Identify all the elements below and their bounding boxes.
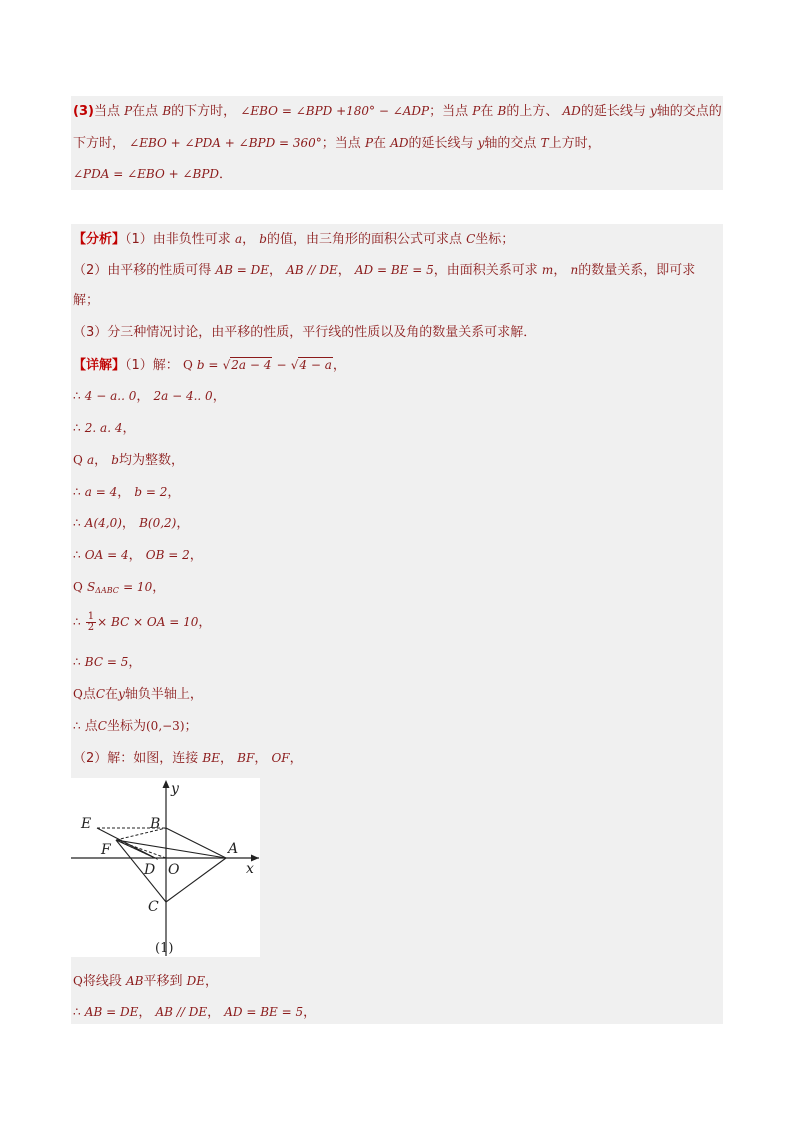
detail-line: Q点C在y轴负半轴上，: [73, 687, 203, 702]
geometry-figure: [71, 778, 260, 957]
analysis-line: （3）分三种情况讨论，由平移的性质，平行线的性质以及角的数量关系可求解．: [73, 325, 537, 340]
detail-line: ∴ a = 4， b = 2，: [73, 485, 181, 500]
label-E: E: [81, 816, 92, 832]
detail-line: ∴ $\frac{1}{2}$ × BC × OA = 10，: [73, 611, 212, 633]
detail-line: ∴ OA = 4， OB = 2，: [73, 548, 203, 563]
label-x: x: [246, 861, 254, 877]
equation: ∠EBO + ∠PDA + ∠BPD = 360°: [129, 136, 322, 150]
detail-line: ∴ 点C坐标为(0,−3)；: [73, 719, 198, 734]
detail-line: 【详解】（1）解： Q b = √2a − 4 − √4 − a，: [73, 358, 346, 373]
label-y: y: [171, 781, 179, 797]
detail-line: Q将线段 AB平移到 DE，: [73, 974, 219, 989]
text-line: (3)当点 P在点 B的下方时， ∠EBO = ∠BPD +180° − ∠ADP；当点 P在 B的上方、 AD的延长线与 y轴的交点的: [73, 104, 722, 119]
detail-line: ∴ 4 − a.. 0， 2a − 4.. 0，: [73, 389, 226, 404]
label-O: O: [168, 862, 180, 878]
label-F: F: [101, 842, 111, 858]
analysis-tag: 【分析】: [73, 232, 126, 247]
label-B: B: [150, 816, 161, 832]
label-D: D: [144, 862, 156, 878]
y-axis-arrow: [163, 780, 170, 788]
figure-caption: (1): [155, 941, 174, 956]
fraction: $\frac{1}{2}$: [87, 611, 95, 633]
equation: ∠EBO = ∠BPD +180° − ∠ADP: [240, 104, 430, 118]
label-C: C: [148, 899, 159, 915]
label-A: A: [228, 841, 239, 857]
detail-line: （2）解：如图，连接 BE， BF， OF，: [73, 751, 303, 766]
detail-line: Q $S_{\Delta ABC} = 10$，: [73, 580, 166, 595]
equation: ∠PDA = ∠EBO + ∠BPD: [73, 167, 220, 181]
part-number: (3): [73, 104, 94, 119]
analysis-line: 解；: [73, 293, 100, 308]
analysis-line: 【分析】（1）由非负性可求 a， b的值，由三角形的面积公式可求点 C坐标；: [73, 232, 515, 247]
detail-tag: 【详解】: [73, 358, 126, 373]
detail-line: Q a， b均为整数，: [73, 453, 184, 468]
text-line: ∠PDA = ∠EBO + ∠BPD．: [73, 167, 233, 182]
detail-line: ∴ BC = 5，: [73, 655, 142, 670]
figure-svg: [71, 778, 260, 957]
segment-FA: [116, 840, 226, 858]
detail-line: ∴ A(4,0)， B(0,2)，: [73, 516, 190, 531]
analysis-line: （2）由平移的性质可得 AB = DE， AB // DE， AD = BE = 5，由面积关系可求 m， n的数量关系，即可求: [73, 263, 696, 278]
text-line: 下方时， ∠EBO + ∠PDA + ∠BPD = 360°；当点 P在 AD的延长线与 y轴的交点 T上方时，: [73, 136, 601, 151]
detail-line: ∴ 2. a. 4，: [73, 421, 136, 436]
detail-line: ∴ AB = DE， AB // DE， AD = BE = 5，: [73, 1005, 317, 1020]
